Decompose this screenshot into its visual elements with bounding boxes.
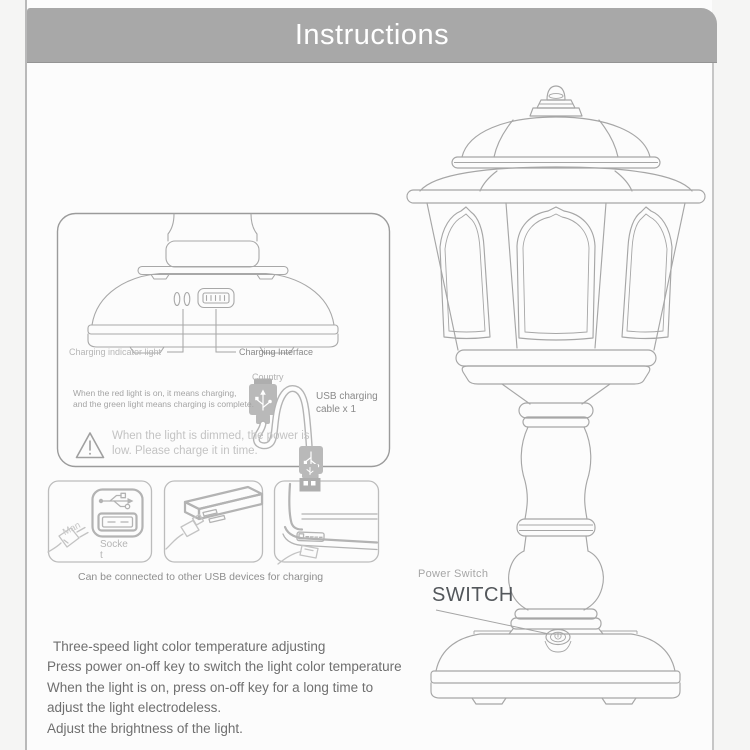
charging-indicator-lights — [174, 293, 190, 306]
usage-note-line1: Three-speed light color temperature adjusting — [53, 639, 326, 654]
lantern-finial — [530, 86, 582, 116]
page-title: Instructions — [294, 19, 450, 51]
callout-leader-lines — [167, 309, 236, 352]
power-button-icon — [545, 630, 571, 653]
usb-devices-row — [40, 460, 395, 572]
usb-plug-icon — [300, 464, 321, 492]
charging-status-note-line1: When the red light is on, it means charging, — [73, 388, 237, 398]
usb-cable-quantity-label: USB charging cable x 1 — [316, 391, 378, 415]
usage-note-line4: adjust the light electrodeless. — [47, 700, 222, 716]
laptop-icon — [278, 484, 377, 564]
low-power-warning-text: When the light is dimmed, the power is low. Please charge it in time. — [112, 430, 310, 457]
lamp-line-drawing — [395, 78, 725, 710]
socket-label: Socket — [100, 539, 128, 561]
usage-note-line2: Press power on-off key to switch the light color temperature — [47, 659, 402, 675]
usage-note-line3: When the light is on, press on-off key for a long time to — [47, 679, 374, 695]
power-bank-icon — [166, 487, 262, 549]
switch-leader-line — [436, 610, 549, 634]
usb-devices-caption: Can be connected to other USB devices for charging — [78, 571, 324, 583]
page-left-border — [25, 0, 27, 750]
switch-label: SWITCH — [432, 584, 514, 606]
country-label: Country — [252, 372, 284, 382]
base-side-view — [88, 214, 338, 353]
usage-notes — [47, 637, 477, 739]
charging-indicator-label: Charging indicator light — [69, 347, 162, 357]
usb-charging-port — [198, 289, 234, 308]
usage-note-line5: Adjust the brightness of the light. — [47, 720, 243, 736]
lantern-roof — [407, 117, 705, 203]
lantern-body — [427, 203, 685, 384]
lamp-column — [502, 384, 610, 634]
plug-label: Man — [61, 519, 83, 538]
charging-status-note-line2: and the green light means charging is complete. — [73, 398, 254, 409]
warning-triangle-icon — [77, 433, 104, 458]
usb-socket-icon — [93, 490, 143, 537]
power-switch-label: Power Switch — [418, 568, 489, 580]
charging-status-note — [73, 388, 254, 409]
header-bar — [27, 8, 717, 63]
charging-interface-label: Charging Interface — [239, 347, 314, 357]
